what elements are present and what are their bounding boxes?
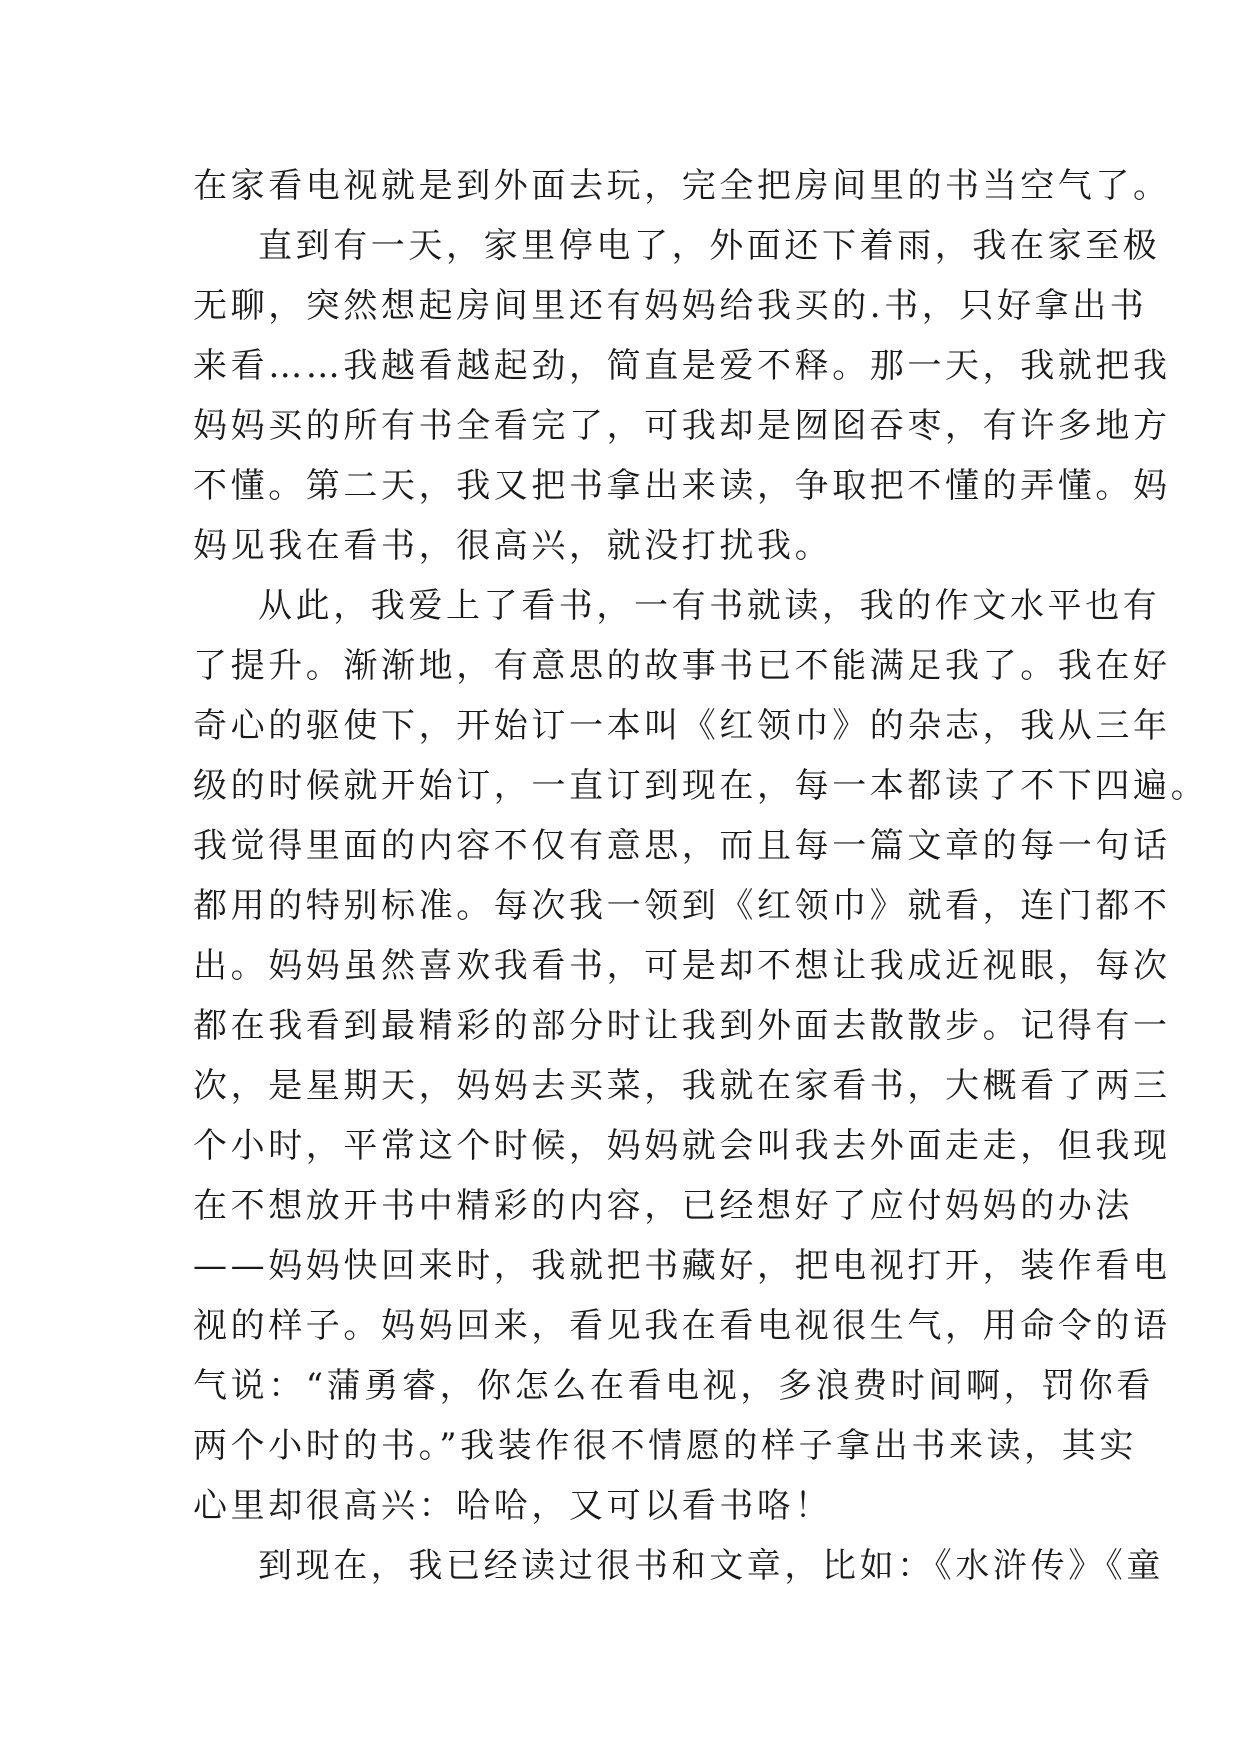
text-line: 都用的特别标准。每次我一领到《红领巾》就看，连门都不 [193, 886, 1171, 926]
text-line: ——妈妈快回来时，我就把书藏好，把电视打开，装作看电 [193, 1246, 1171, 1286]
text-line: 心里却很高兴：哈哈，又可以看书咯！ [193, 1486, 833, 1526]
paragraph-first-line: 直到有一天，家里停电了，外面还下着雨，我在家至极 [258, 226, 1161, 266]
text-line: 妈妈买的所有书全看完了，可我却是囫囵吞枣，有许多地方 [193, 406, 1171, 446]
text-line: 气说：“蒲勇睿，你怎么在看电视，多浪费时间啊，罚你看 [193, 1366, 1154, 1406]
text-line: 在家看电视就是到外面去玩，完全把房间里的书当空气了。 [193, 166, 1171, 206]
text-line: 出。妈妈虽然喜欢我看书，可是却不想让我成近视眼，每次 [193, 946, 1171, 986]
text-line: 了提升。渐渐地，有意思的故事书已不能满足我了。我在好 [193, 646, 1171, 686]
text-line: 次，是星期天，妈妈去买菜，我就在家看书，大概看了两三 [193, 1066, 1171, 1106]
text-line: 无聊，突然想起房间里还有妈妈给我买的.书，只好拿出书 [193, 286, 1148, 326]
text-line: 在不想放开书中精彩的内容，已经想好了应付妈妈的办法 [193, 1186, 1133, 1226]
text-line: 两个小时的书。”我装作很不情愿的样子拿出书来读，其实 [193, 1426, 1137, 1466]
text-line: 个小时，平常这个时候，妈妈就会叫我去外面走走，但我现 [193, 1126, 1171, 1166]
text-line: 奇心的驱使下，开始订一本叫《红领巾》的杂志，我从三年 [193, 706, 1171, 746]
paragraph-first-line: 到现在，我已经读过很书和文章，比如：《水浒传》《童 [258, 1546, 1164, 1586]
text-line: 不懂。第二天，我又把书拿出来读，争取把不懂的弄懂。妈 [193, 466, 1171, 506]
text-line: 都在我看到最精彩的部分时让我到外面去散散步。记得有一 [193, 1006, 1171, 1046]
text-line: 级的时候就开始订，一直订到现在，每一本都读了不下四遍。 [193, 766, 1209, 806]
text-line: 来看……我越看越起劲，简直是爱不释。那一天，我就把我 [193, 346, 1171, 386]
text-line: 我觉得里面的内容不仅有意思，而且每一篇文章的每一句话 [193, 826, 1171, 866]
text-line: 妈见我在看书，很高兴，就没打扰我。 [193, 526, 833, 566]
paragraph-first-line: 从此，我爱上了看书，一有书就读，我的作文水平也有 [258, 586, 1161, 626]
text-line: 视的样子。妈妈回来，看见我在看电视很生气，用命令的语 [193, 1306, 1171, 1346]
